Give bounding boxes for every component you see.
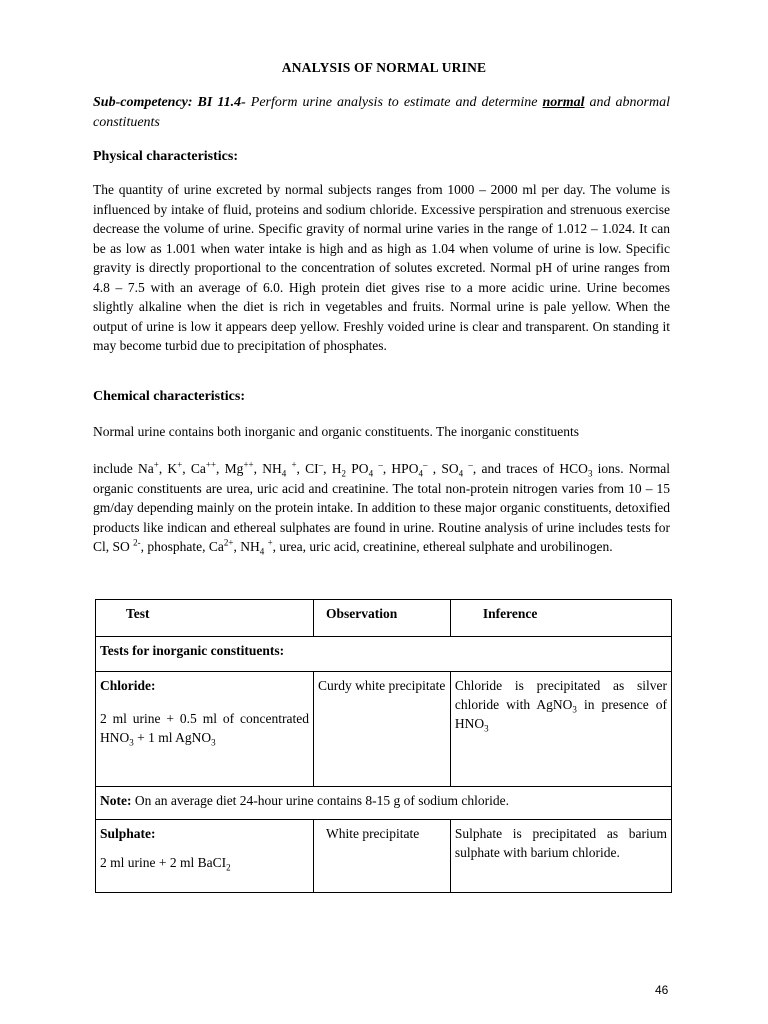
- chemical-heading: Chemical characteristics:: [93, 389, 245, 404]
- sulphate-procedure-text: 2 ml urine + 2 ml BaCI: [100, 855, 227, 870]
- ions-text: , CI: [296, 461, 319, 476]
- sulphate-procedure: 2 ml urine + 2 ml BaCI$_2$: [100, 855, 231, 873]
- ions-text: , H: [323, 461, 342, 476]
- ions-text: include Na: [93, 461, 154, 476]
- table-row-chloride: [96, 672, 672, 787]
- note-cell: [96, 787, 672, 820]
- ions-text: , HPO: [382, 461, 419, 476]
- chemical-intro: Normal urine contains both inorganic and organic constituents. The inorganic constituents: [93, 424, 580, 439]
- chloride-test: [96, 672, 314, 787]
- note-text: On an average diet 24-hour urine contains 8-15 g of sodium chloride.: [131, 793, 510, 808]
- chloride-observation: Curdy white precipitate: [313, 672, 450, 787]
- chloride-inference: Chloride is precipitated as silver chloride with AgNO$_3$ in presence of $HNO_3$: [450, 672, 671, 787]
- physical-paragraph: The quantity of urine excreted by normal subjects ranges from 1000 – 2000 ml per day. The volume is influenced by intake of fluid, proteins and sodium chloride. Excessive perspiration and strenuous exercise decrease the volume of urine. Specific gravity of normal urine varies in the range of 1.012 – 1.024. It can be as low as 1.001 when water intake is high and as high as 1.04 when volume of urine is low. Specific gravity is directly proportional to the concentration of solutes excreted. Normal pH of urine ranges from 4.8 – 7.5 with an average of 6.0. High protein diet gives rise to a more acidic urine. Urine becomes slightly alkaline when the diet is rich in vegetables and fruits. Normal urine is pale yellow. When the output of urine is low it appears deep yellow. Freshly voided urine is clear and transparent. On standing it may become turbid due to precipitation of phosphates.: [93, 182, 670, 353]
- sulphate-observation: White precipitate: [313, 820, 450, 893]
- note-label: Note:: [100, 793, 132, 808]
- ions-text: , NH: [253, 461, 282, 476]
- header-test: Test: [96, 600, 314, 637]
- section-inorganic: Tests for inorganic constituents:: [96, 637, 672, 672]
- urine-tests-table: [95, 599, 672, 893]
- header-observation: Observation: [313, 600, 450, 637]
- chemical-body: , urea, uric acid, creatinine, ethereal sulphate and urobilinogen.: [272, 539, 613, 554]
- ions-text: , Mg: [216, 461, 244, 476]
- table-header-row: [96, 600, 672, 637]
- chemical-paragraph: include Na+, K+, Ca++, Mg++, $NH_4$ +, CI–, $H_2$ $PO_4$ –, $HPO_4^-$ , $SO_4$ –, and traces of $HCO_3$ ions. Normal organic constituents are urea, uric acid and creatinine. The total non-protein nitrogen varies from 10 – 15 gm/day depending mainly on the protein intake. In addition to these major organic constituents, detoxified products like indican and ethereal sulphates are found in urine. Routine analysis of urine includes tests for Cl, SO $^{2-}$, phosphate, $Ca^{2+}$, $NH_4$ +, urea, uric acid, creatinine, ethereal sulphate and urobilinogen.: [93, 459, 671, 557]
- table-row-sulphate: [96, 820, 672, 893]
- ions-text: , Ca: [182, 461, 206, 476]
- subcompetency-emphasis: normal: [542, 95, 585, 110]
- page-number: 46: [655, 983, 669, 997]
- table-row-note: [96, 787, 672, 820]
- ions-text: , SO: [427, 461, 459, 476]
- subcompetency-text-end: and abnormal constituents: [93, 95, 670, 130]
- chloride-name: Chloride:: [100, 678, 156, 693]
- chloride-inference-text: Chloride is precipitated as silver chloride with AgNO: [454, 678, 667, 712]
- subcompetency-label: Sub-competency: BI 11.4-: [93, 95, 246, 110]
- subcompetency-text: Perform urine analysis to estimate and determine: [245, 95, 543, 110]
- subcompetency: [93, 93, 670, 133]
- page-title: ANALYSIS OF NORMAL URINE: [281, 60, 487, 75]
- ions-text: , K: [158, 461, 178, 476]
- section-row: [96, 637, 672, 672]
- chloride-procedure-text: 2 ml urine + 0.5 ml of concentrated HNO: [100, 711, 309, 745]
- chemical-body: ions. Normal organic constituents are urea, uric acid and creatinine. The total non-protein nitrogen varies from 10 – 15 gm/day depending mainly on the protein intake. In addition to these major organic constituents, detoxified products like indican and ethereal sulphates are found in urine. Routine analysis of urine includes tests for Cl, SO: [93, 461, 671, 554]
- ions-text: , and traces of HCO: [472, 461, 588, 476]
- sulphate-inference: Sulphate is precipitated as barium sulphate with barium chloride.: [450, 820, 671, 893]
- chemical-body: , NH: [233, 539, 260, 554]
- physical-heading: Physical characteristics:: [93, 149, 239, 164]
- header-inference: Inference: [450, 600, 671, 637]
- chloride-inference-text: in presence of HNO: [454, 697, 667, 731]
- chloride-procedure: 2 ml urine + 0.5 ml of concentrated $HNO_3 + 1$ ml AgNO$_3$: [100, 711, 309, 748]
- sulphate-test: [96, 820, 314, 893]
- chemical-body: , phosphate, Ca: [140, 539, 224, 554]
- chloride-procedure-text: + 1 ml AgNO: [133, 730, 212, 745]
- sulphate-name: Sulphate:: [100, 826, 156, 841]
